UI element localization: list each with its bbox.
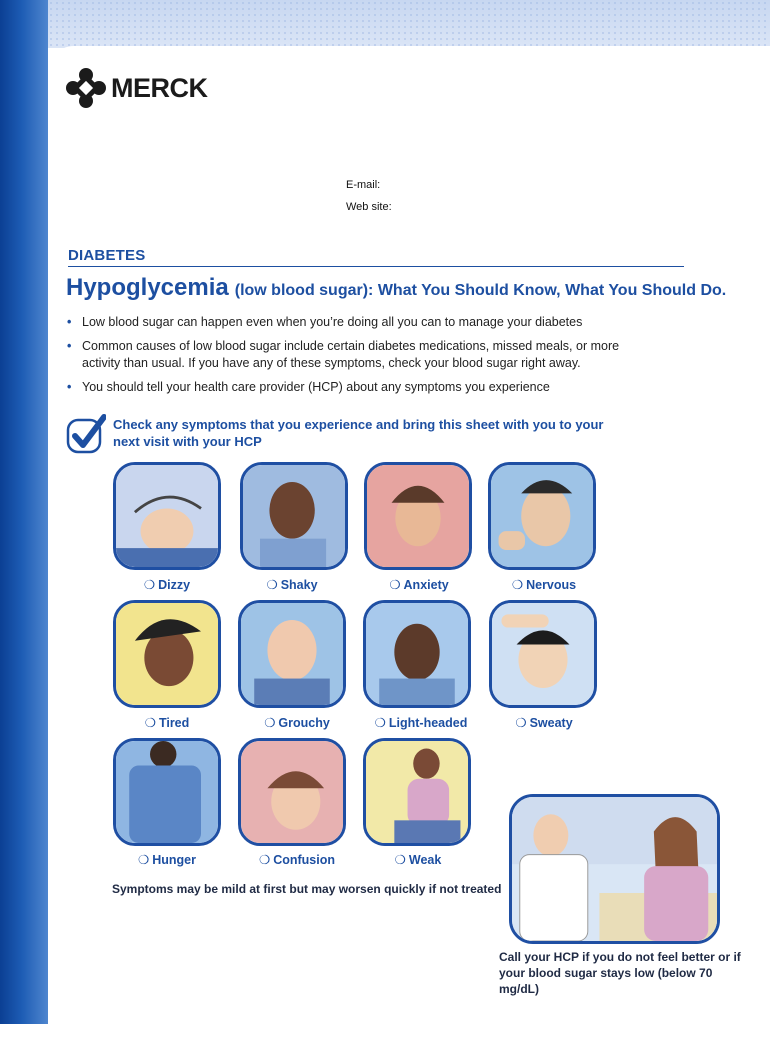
section-label: DIABETES <box>68 247 146 264</box>
left-band <box>0 0 48 1024</box>
checkbox-circle-icon[interactable]: ❍ <box>264 716 276 730</box>
symptom-checkbox-tired[interactable] <box>107 715 227 730</box>
brand-name: MERCK <box>111 72 208 103</box>
symptom-illustration-confusion <box>238 738 346 846</box>
instruction-text: Check any symptoms that you experience and bring this sheet with you to your next visit with your HCP <box>113 417 604 449</box>
checkmark-icon <box>66 414 106 454</box>
bullet-item: • Common causes of low blood sugar include certain diabetes medications, missed meals, or more activity than usual. If you have any of these symptoms, check your blood sugar right away. <box>66 338 626 372</box>
bullet-item: • Low blood sugar can happen even when you’re doing all you can to manage your diabetes <box>66 314 626 331</box>
symptom-illustration-hunger <box>113 738 221 846</box>
symptom-illustration-nervous <box>488 462 596 570</box>
symptom-checkbox-light-headed[interactable] <box>361 715 481 730</box>
symptom-label: Nervous <box>526 578 577 592</box>
hcp-illustration <box>509 794 720 944</box>
title-subtitle: (low blood sugar): What You Should Know, What You Should Do. <box>234 282 727 299</box>
symptom-illustration-tired <box>113 600 221 708</box>
merck-logo <box>66 68 208 108</box>
symptom-illustration-grouchy <box>238 600 346 708</box>
top-band <box>0 0 770 48</box>
symptom-label: Dizzy <box>158 578 191 592</box>
symptom-checkbox-grouchy[interactable] <box>237 715 357 730</box>
checkbox-circle-icon[interactable]: ❍ <box>511 578 524 592</box>
symptom-label: Sweaty <box>529 716 573 730</box>
symptom-checkbox-dizzy[interactable] <box>107 577 227 592</box>
info-bullets <box>66 314 626 403</box>
email-label: E-mail: <box>346 179 381 191</box>
checkbox-circle-icon[interactable]: ❍ <box>389 578 401 592</box>
symptom-label: Grouchy <box>278 716 330 730</box>
checkbox-circle-icon[interactable]: ❍ <box>374 716 386 730</box>
symptom-checkbox-nervous[interactable] <box>484 577 604 592</box>
checkbox-circle-icon[interactable]: ❍ <box>394 853 406 867</box>
bullet-item: • You should tell your health care provider (HCP) about any symptoms you experience <box>66 379 626 396</box>
checkbox-circle-icon[interactable]: ❍ <box>266 578 278 592</box>
website-label: Web site: <box>346 201 392 213</box>
footnote: Symptoms may be mild at first but may worsen quickly if not treated <box>112 882 502 896</box>
section-divider <box>68 266 684 267</box>
symptom-label: Light-headed <box>388 716 468 730</box>
checkbox-circle-icon[interactable]: ❍ <box>143 578 156 592</box>
symptom-illustration-sweaty <box>489 600 597 708</box>
merck-emblem-icon <box>66 68 106 108</box>
symptom-label: Shaky <box>280 578 318 592</box>
symptom-illustration-light-headed <box>363 600 471 708</box>
symptom-checkbox-confusion[interactable] <box>237 852 357 867</box>
symptom-checkbox-hunger[interactable] <box>107 852 227 867</box>
symptom-illustration-shaky <box>240 462 348 570</box>
symptom-illustration-weak <box>363 738 471 846</box>
checkbox-circle-icon[interactable]: ❍ <box>144 716 156 730</box>
symptom-checkbox-weak[interactable] <box>358 852 478 867</box>
symptom-label: Weak <box>408 853 442 867</box>
symptom-checkbox-anxiety[interactable] <box>359 577 479 592</box>
checkbox-circle-icon[interactable]: ❍ <box>138 853 150 867</box>
symptom-illustration-anxiety <box>364 462 472 570</box>
symptom-label: Anxiety <box>403 578 449 592</box>
checkbox-circle-icon[interactable]: ❍ <box>515 716 527 730</box>
symptom-label: Tired <box>158 716 190 730</box>
checkbox-circle-icon[interactable]: ❍ <box>258 853 271 867</box>
symptom-checkbox-shaky[interactable] <box>232 577 352 592</box>
page-title <box>66 274 726 302</box>
symptom-illustration-dizzy <box>113 462 221 570</box>
title-main: Hypoglycemia <box>66 274 229 301</box>
symptom-label: Confusion <box>273 853 335 867</box>
symptom-label: Hunger <box>152 853 196 867</box>
symptom-checkbox-sweaty[interactable] <box>484 715 604 730</box>
hcp-note: Call your HCP if you do not feel better or if your blood sugar stays low (below 70 mg/dL) <box>499 950 741 996</box>
